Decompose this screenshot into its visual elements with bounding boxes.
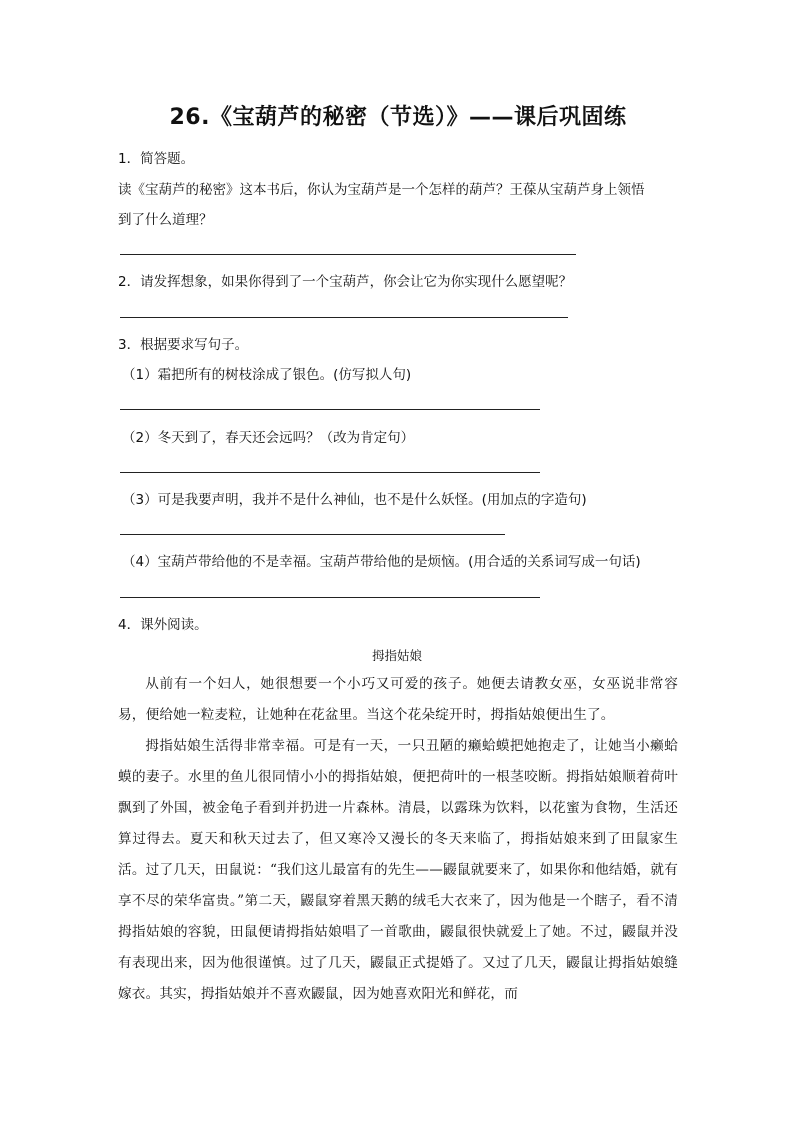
question-1-text-line-1: 读《宝葫芦的秘密》这本书后，你认为宝葫芦是一个怎样的葫芦？王葆从宝葫芦身上领悟: [118, 182, 645, 198]
answer-line-q2[interactable]: [120, 317, 568, 318]
answer-line-q3-4[interactable]: [120, 597, 540, 598]
answer-line-q3-3[interactable]: [120, 534, 505, 535]
answer-line-q1[interactable]: [120, 254, 576, 255]
page-title: 26.《宝葫芦的秘密（节选）》——课后巩固练: [169, 105, 627, 130]
answer-line-q3-2[interactable]: [120, 472, 540, 473]
question-4-heading: 4．课外阅读。: [118, 617, 208, 633]
question-1-heading: 1．简答题。: [118, 151, 195, 167]
story-paragraph-1: 从前有一个妇人，她很想要一个小巧又可爱的孩子。她便去请教女巫，女巫说非常容易，便给她一粒麦粒，让她种在花盆里。当这个花朵绽开时，拇指姑娘便出生了。: [118, 676, 678, 723]
question-3-item-3: （3）可是我要声明，我并不是什么神仙，也不是什么妖怪。(用加点的字造句): [122, 492, 587, 508]
question-3-item-4: （4）宝葫芦带给他的不是幸福。宝葫芦带给他的是烦恼。(用合适的关系词写成一句话): [122, 554, 641, 570]
question-3-item-1: （1）霜把所有的树枝涂成了银色。(仿写拟人句): [122, 367, 412, 383]
story-title: 拇指姑娘: [371, 648, 422, 663]
story-paragraph-2: 拇指姑娘生活得非常幸福。可是有一天，一只丑陋的癞蛤蟆把她抱走了，让她当小癞蛤蟆的妻子。水里的鱼儿很同情小小的拇指姑娘，便把荷叶的一根茎咬断。拇指姑娘顺着荷叶飘到了外国，被金龟子看到并扔进一片森林。清晨，以露珠为饮料，以花蜜为食物，生活还算过得去。夏天和秋天过去了，但又寒冷又漫长的冬天来临了，拇指姑娘来到了田鼠家生活。过了几天，田鼠说：“我们这儿最富有的先生——鼹鼠就要来了，如果你和他结婚，就有享不尽的荣华富贵。”第二天，鼹鼠穿着黑天鹅的绒毛大衣来了，因为他是一个瞎子，看不清拇指姑娘的容貌，田鼠便请拇指姑娘唱了一首歌曲，鼹鼠很快就爱上了她。不过，鼹鼠并没有表现出来，因为他很谨慎。过了几天，鼹鼠正式提婚了。又过了几天，鼹鼠让拇指姑娘缝嫁衣。其实，拇指姑娘并不喜欢鼹鼠，因为她喜欢阳光和鲜花，而: [118, 738, 678, 1002]
question-1-text-line-2: 到了什么道理？: [118, 212, 213, 228]
question-2-heading: 2．请发挥想象，如果你得到了一个宝葫芦，你会让它为你实现什么愿望呢？: [118, 274, 573, 290]
question-3-item-2: （2）冬天到了，春天还会远吗？（改为肯定句）: [122, 430, 415, 446]
question-3-heading: 3．根据要求写句子。: [118, 337, 249, 353]
answer-line-q3-1[interactable]: [120, 409, 540, 410]
